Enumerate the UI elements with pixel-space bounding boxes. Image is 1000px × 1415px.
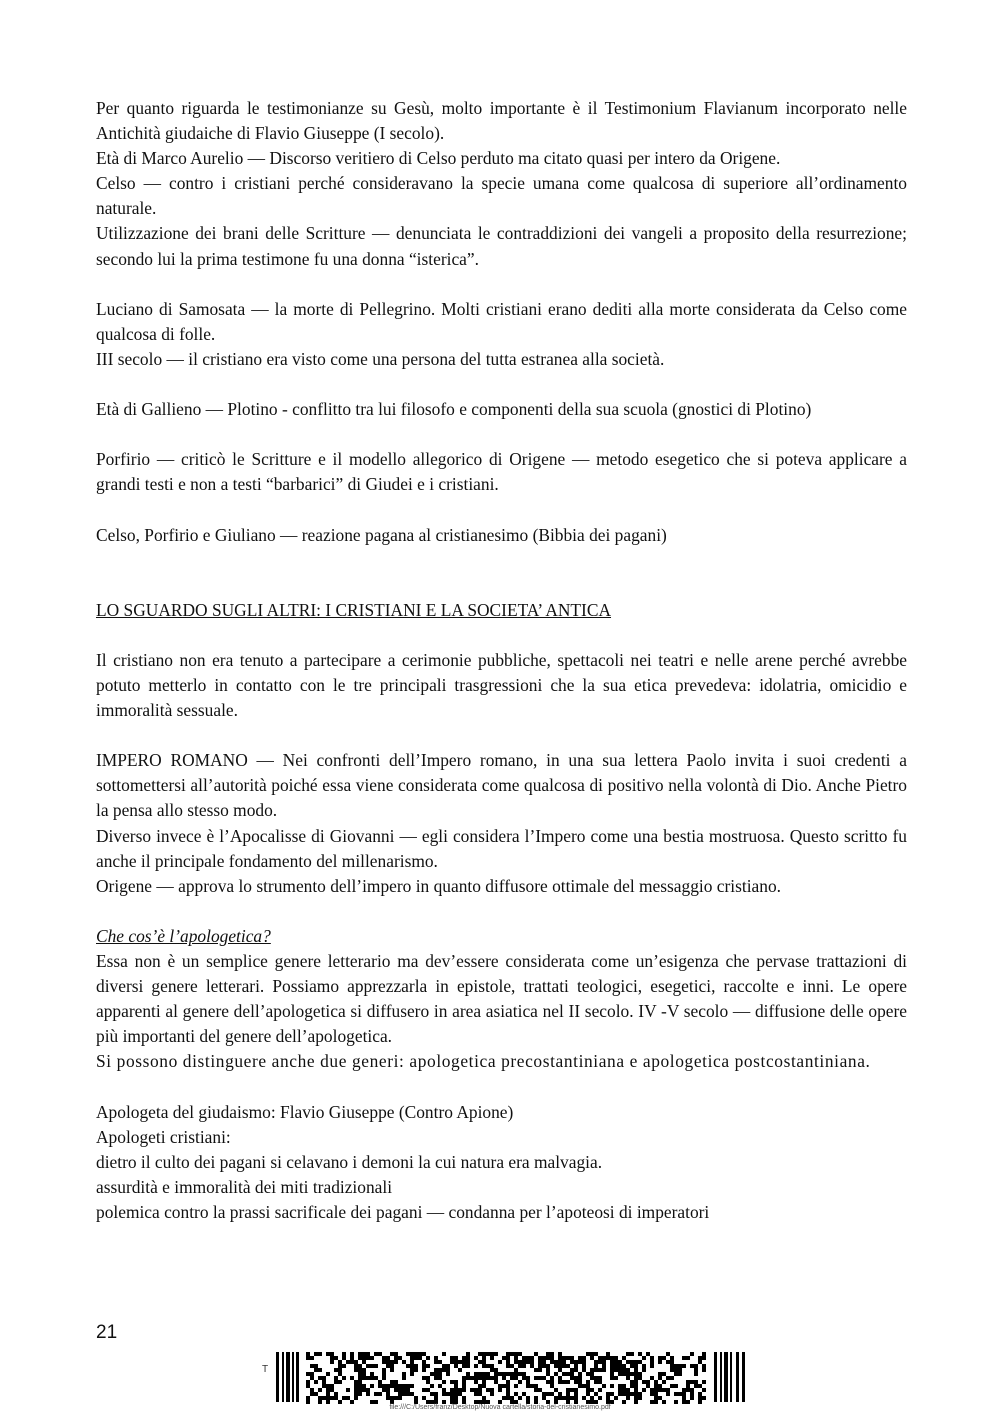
barcode-prefix: T bbox=[262, 1364, 269, 1375]
paragraph-reazione-pagana: Celso, Porfirio e Giuliano — reazione pagana al cristianesimo (Bibbia dei pagani) bbox=[96, 524, 667, 545]
paragraph-apologeti-cristiani: Apologeti cristiani: bbox=[96, 1126, 231, 1147]
paragraph-porfirio: Porfirio — criticò le Scritture e il modello allegorico di Origene — metodo esegetico che si poteva applicare a grandi testi e non a testi “barbarici” di Giudei e i cristiani. bbox=[96, 449, 907, 495]
list-item: polemica contro la prassi sacrificale dei pagani — condanna per l’apoteosi di imperatori bbox=[96, 1201, 710, 1222]
list-item: dietro il culto dei pagani si celavano i demoni la cui natura era malvagia. bbox=[96, 1151, 603, 1172]
paragraph-marco-aurelio: Età di Marco Aurelio — Discorso veritiero di Celso perduto ma citato quasi per intero da Origene. bbox=[96, 148, 781, 169]
paragraph-giudaismo: Apologeta del giudaismo: Flavio Giuseppe (Contro Apione) bbox=[96, 1101, 514, 1122]
paragraph-origene: Origene — approva lo strumento dell’impero in quanto diffusore ottimale del messaggio cristiano. bbox=[96, 875, 781, 896]
paragraph-testimonium: Per quanto riguarda le testimonianze su Gesù, molto importante è il Testimonium Flavianum incorporato nelle Antichità giudaiche di Flavio Giuseppe (I secolo). bbox=[96, 98, 907, 144]
paragraph-scritture: Utilizzazione dei brani delle Scritture — denunciata le contraddizioni dei vangeli a proposito della resurrezione; secondo lui la prima testimone fu una donna “isterica”. bbox=[96, 223, 907, 269]
paragraph-cerimonie: Il cristiano non era tenuto a partecipare a cerimonie pubbliche, spettacoli nei teatri e nelle arene perché avrebbe potuto metterlo in contatto con le tre principali trasgressioni che la sua etica prevedeva: idolatria, omicidio e immoralità sessuale. bbox=[96, 649, 907, 721]
barcode bbox=[262, 1352, 746, 1402]
paragraph-iii-secolo: III secolo — il cristiano era visto come una persona del tutta estranea alla società. bbox=[96, 348, 665, 369]
paragraph-luciano: Luciano di Samosata — la morte di Pellegrino. Molti cristiani erano dediti alla morte considerata da Celso come qualcosa di folle. bbox=[96, 298, 907, 344]
page-number: 21 bbox=[96, 1322, 118, 1343]
subheading-apologetica: Che cos’è l’apologetica? bbox=[96, 925, 271, 946]
section-heading: LO SGUARDO SUGLI ALTRI: I CRISTIANI E LA SOCIETA’ ANTICA bbox=[96, 599, 612, 620]
page-body bbox=[96, 96, 907, 1225]
paragraph-apocalisse: Diverso invece è l’Apocalisse di Giovanni — egli considera l’Impero come una bestia mostruosa. Questo scritto fu anche il principale fondamento del millenarismo. bbox=[96, 825, 907, 871]
paragraph-celso: Celso — contro i cristiani perché consideravano la specie umana come qualcosa di superiore all’ordinamento naturale. bbox=[96, 173, 907, 219]
paragraph-due-generi: Si possono distinguere anche due generi: apologetica precostantiniana e apologetica postcostantiniana. bbox=[96, 1051, 871, 1072]
paragraph-apologetica: Essa non è un semplice genere letterario ma dev’essere considerata come un’esigenza che pervase trattazioni di diversi genere letterari. Possiamo apprezzarla in epistole, trattati teologici, esegetici, raccolte e inni. Le opere apparenti al genere dell’apologetica si diffusero in area asiatica nel II secolo. IV -V secolo — diffusione delle opere più importanti del genere dell’apologetica. bbox=[96, 951, 907, 1047]
paragraph-impero-romano: IMPERO ROMANO — Nei confronti dell’Impero romano, in una sua lettera Paolo invita i suoi credenti a sottomettersi all’autorità poiché essa viene considerata come qualcosa di positivo nella volontà di Dio. Anche Pietro la pensa allo stesso modo. bbox=[96, 750, 907, 821]
footer-file-path: file:///C:/Users/franz/Desktop/Nuova cartella/storia-del-cristianesimo.pdf bbox=[389, 1404, 611, 1411]
paragraph-gallieno: Età di Gallieno — Plotino - conflitto tra lui filosofo e componenti della sua scuola (gnostici di Plotino) bbox=[96, 399, 812, 420]
list-item: assurdità e immoralità dei miti tradizionali bbox=[96, 1176, 393, 1197]
